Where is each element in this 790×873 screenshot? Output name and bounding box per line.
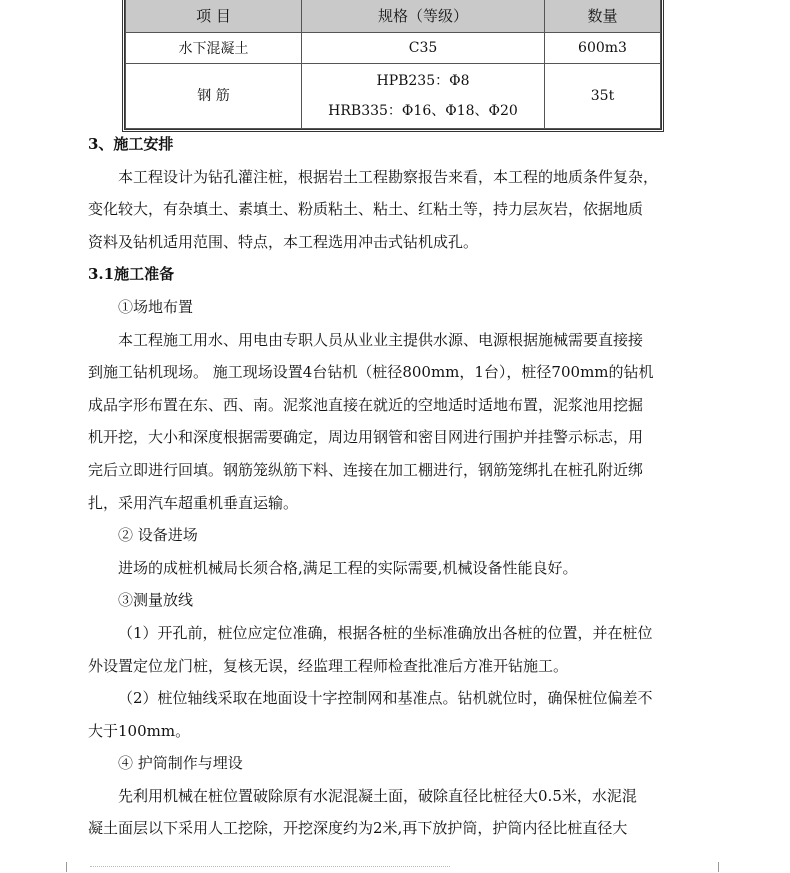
paragraph-line: 大于100mm。 <box>88 721 191 740</box>
paragraph-line: ② 设备进场 <box>118 526 198 545</box>
paragraph-line: 凝土面层以下采用人工挖除，开挖深度约为2米,再下放护筒，护筒内径比桩直径大 <box>88 819 628 838</box>
header-spec: 规格（等级） <box>302 0 545 33</box>
cell-spec <box>302 64 545 129</box>
cell-item: 钢 筋 <box>126 64 302 129</box>
cell-qty: 35t <box>545 64 661 129</box>
paragraph-line: 机开挖，大小和深度根据需要确定，周边用钢管和密目网进行围护并挂警示标志，用 <box>88 428 644 447</box>
paragraph-line: （2）桩位轴线采取在地面设十字控制网和基准点。钻机就位时，确保桩位偏差不 <box>118 689 653 708</box>
table-row <box>126 33 661 64</box>
paragraph-line: 到施工钻机现场。 施工现场设置4台钻机（桩径800mm，1台），桩径700mm的钻机 <box>88 363 654 382</box>
paragraph-line: ④ 护筒制作与埋设 <box>118 754 243 773</box>
cell-spec-line: HRB335：Φ16、Φ18、Φ20 <box>328 103 518 119</box>
header-item: 项 目 <box>126 0 302 33</box>
paragraph-line: ①场地布置 <box>118 297 194 316</box>
materials-table <box>125 0 661 129</box>
cell-item: 水下混凝土 <box>126 33 302 64</box>
paragraph-line: 进场的成桩机械局长须合格,满足工程的实际需要,机械设备性能良好。 <box>118 558 578 577</box>
cell-spec-line: HPB235：Φ8 <box>376 73 470 89</box>
paragraph-line: 外设置定位龙门桩，复核无误，经监理工程师检查批准后方准开钻施工。 <box>88 656 569 675</box>
document-body <box>88 128 688 845</box>
paragraph-line: 成品字形布置在东、西、南。泥浆池直接在就近的空地适时适地布置，泥浆池用挖掘 <box>88 395 644 414</box>
materials-table-frame <box>122 0 664 132</box>
cell-spec: C35 <box>302 33 545 64</box>
page-corner-mark <box>66 862 67 872</box>
cell-qty: 600m3 <box>545 33 661 64</box>
section-heading: 3、施工安排 <box>88 135 174 153</box>
paragraph-line: 扎，采用汽车超重机垂直运输。 <box>88 493 299 512</box>
paragraph-line: 本工程设计为钻孔灌注桩，根据岩土工程勘察报告来看，本工程的地质条件复杂， <box>118 167 659 186</box>
paragraph-line: 完后立即进行回填。钢筋笼纵筋下料、连接在加工棚进行，钢筋笼绑扎在桩孔附近绑 <box>88 460 644 479</box>
paragraph-line: 变化较大，有杂填土、素填土、粉质粘土、粘土、红粘土等，持力层灰岩，依据地质 <box>88 200 644 219</box>
table-row <box>126 64 661 129</box>
paragraph-line: 先利用机械在桩位置破除原有水泥混凝土面，破除直径比桩径大0.5米，水泥混 <box>118 786 637 805</box>
paragraph-line: （1）开孔前，桩位应定位准确，根据各桩的坐标准确放出各桩的位置，并在桩位 <box>118 623 653 642</box>
header-qty: 数量 <box>545 0 661 33</box>
table-header-row <box>126 0 661 33</box>
paragraph-line: 资料及钻机适用范围、特点，本工程选用冲击式钻机成孔。 <box>88 232 479 251</box>
section-heading: 3.1施工准备 <box>88 265 175 284</box>
paragraph-line: 本工程施工用水、用电由专职人员从业业主提供水源、电源根据施械需要直接接 <box>118 330 644 349</box>
paragraph-line: ③测量放线 <box>118 591 194 610</box>
page-corner-mark <box>718 862 719 872</box>
